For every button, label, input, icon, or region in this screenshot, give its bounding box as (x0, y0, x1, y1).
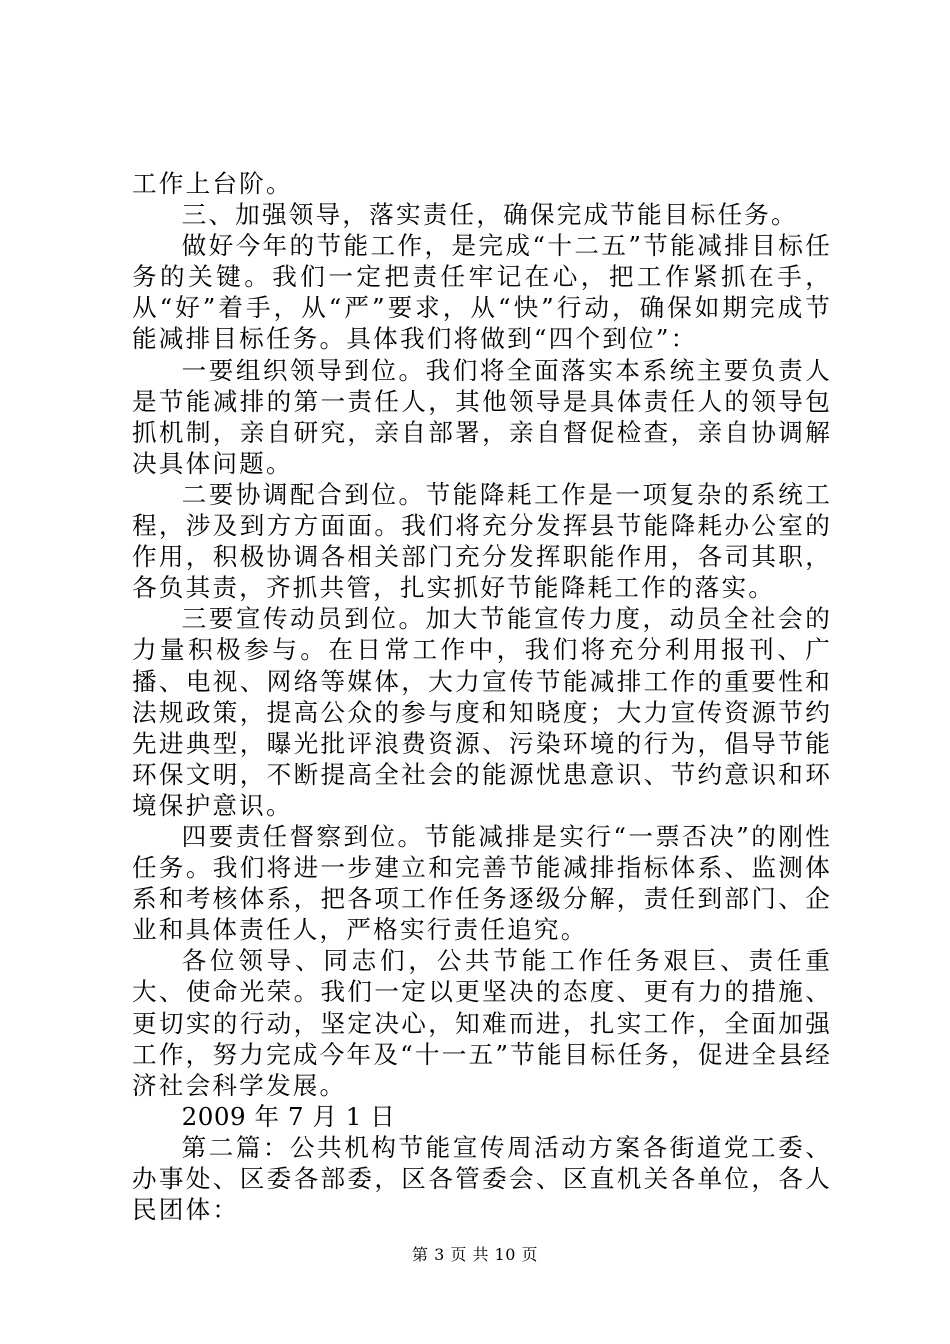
paragraph: 第二篇：公共机构节能宣传周活动方案各街道党工委、办事处、区委各部委，区各管委会、区直机关各单位，各人民团体： (132, 1132, 832, 1225)
document-date: 2009 年 7 月 1 日 (181, 1101, 396, 1131)
page-footer: 第 3 页 共 10 页 (412, 1245, 538, 1264)
paragraph: 四要责任督察到位。节能减排是实行“一票否决”的刚性任务。我们将进一步建立和完善节能减排指标体系、监测体系和考核体系，把各项工作任务逐级分解，责任到部门、企业和具体责任人，严格实行责任追究。 (132, 821, 832, 945)
document-body (132, 168, 832, 1225)
paragraph: 三要宣传动员到位。加大节能宣传力度，动员全社会的力量积极参与。在日常工作中，我们将充分利用报刊、广播、电视、网络等媒体，大力宣传节能减排工作的重要性和法规政策，提高公众的参与度和知晓度；大力宣传资源节约先进典型，曝光批评浪费资源、污染环境的行为，倡导节能环保文明，不断提高全社会的能源忧患意识、节约意识和环境保护意识。 (132, 604, 832, 820)
paragraph: 各位领导、同志们，公共节能工作任务艰巨、责任重大、使命光荣。我们一定以更坚决的态度、更有力的措施、更切实的行动，坚定决心，知难而进，扎实工作，全面加强工作，努力完成今年及“十一五”节能目标任务，促进全县经济社会科学发展。 (132, 946, 832, 1100)
paragraph: 二要协调配合到位。节能降耗工作是一项复杂的系统工程，涉及到方方面面。我们将充分发挥县节能降耗办公室的作用，积极协调各相关部门充分发挥职能作用，各司其职，各负其责，齐抓共管，扎实抓好节能降耗工作的落实。 (132, 479, 832, 603)
paragraph: 做好今年的节能工作，是完成“十二五”节能减排目标任务的关键。我们一定把责任牢记在心，把工作紧抓在手，从“好”着手，从“严”要求，从“快”行动，确保如期完成节能减排目标任务。具体我们将做到“四个到位”： (132, 231, 832, 354)
paragraph: 一要组织领导到位。我们将全面落实本系统主要负责人是节能减排的第一责任人，其他领导是具体责任人的领导包抓机制，亲自研究，亲自部署，亲自督促检查，亲自协调解决具体问题。 (132, 355, 832, 478)
paragraph-continuation: 工作上台阶。 (132, 169, 293, 198)
section-heading: 三、加强领导，落实责任，确保完成节能目标任务。 (181, 200, 798, 230)
